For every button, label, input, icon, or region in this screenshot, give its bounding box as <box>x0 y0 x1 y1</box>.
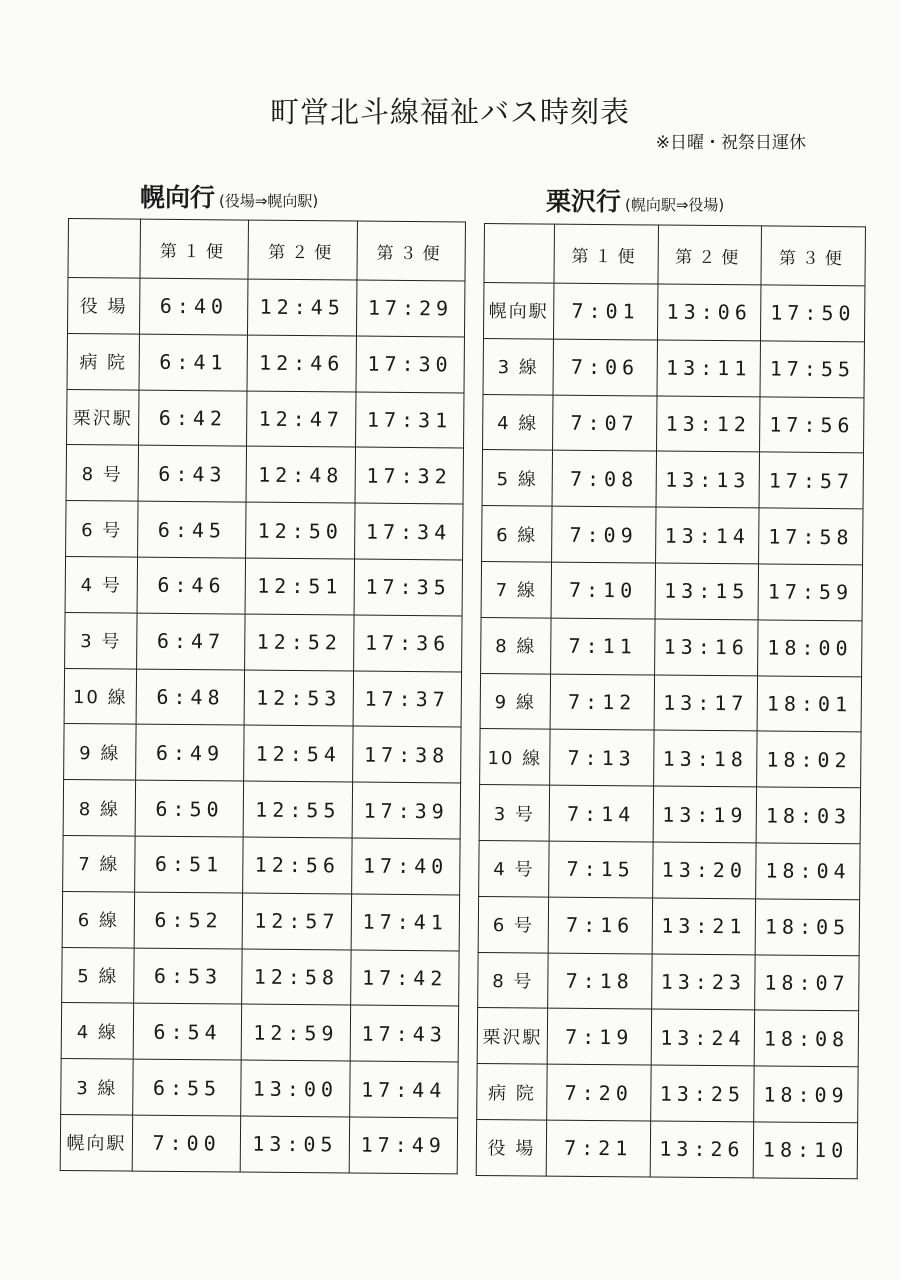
departure-time: 6:49 <box>136 724 245 781</box>
departure-time: 13:19 <box>653 786 757 843</box>
departure-time: 17:30 <box>356 336 465 393</box>
departure-time: 17:58 <box>759 508 863 565</box>
departure-time: 12:46 <box>247 335 356 392</box>
departure-time: 17:57 <box>759 452 863 509</box>
table-row <box>477 1064 858 1123</box>
departure-time: 17:43 <box>350 1005 459 1062</box>
departure-time: 17:31 <box>355 392 464 449</box>
departure-time: 17:41 <box>351 894 460 951</box>
departure-time: 13:06 <box>657 284 761 341</box>
departure-time: 13:24 <box>651 1009 755 1066</box>
departure-time: 17:36 <box>353 615 462 672</box>
departure-time: 13:15 <box>655 563 759 620</box>
departure-time: 12:58 <box>242 949 351 1006</box>
left-section-title <box>140 178 318 214</box>
table-row <box>479 840 860 899</box>
departure-time: 18:07 <box>755 954 859 1011</box>
departure-time: 13:05 <box>241 1116 350 1173</box>
departure-time: 18:04 <box>756 843 860 900</box>
departure-time: 17:32 <box>355 447 464 504</box>
column-header: 第２便 <box>248 220 357 280</box>
departure-time: 7:06 <box>553 339 657 396</box>
stop-name: 病 院 <box>67 333 139 389</box>
stop-name: 栗沢駅 <box>67 389 139 445</box>
departure-time: 18:08 <box>754 1010 858 1067</box>
departure-time: 7:12 <box>550 674 654 731</box>
left-timetable <box>60 218 466 1174</box>
departure-time: 17:40 <box>351 838 460 895</box>
departure-time: 13:00 <box>241 1060 350 1117</box>
stop-name: 3 線 <box>61 1059 133 1115</box>
departure-time: 7:19 <box>547 1008 651 1065</box>
stop-name: 4 号 <box>479 840 549 896</box>
departure-time: 13:21 <box>652 898 756 955</box>
departure-time: 6:46 <box>137 557 246 614</box>
stop-name: 役 場 <box>67 278 139 334</box>
departure-time: 6:52 <box>134 892 243 949</box>
table-row <box>483 394 864 453</box>
departure-time: 13:17 <box>654 675 758 732</box>
table-row <box>60 1114 457 1173</box>
stop-name: 役 場 <box>476 1119 546 1175</box>
departure-time: 12:54 <box>244 725 353 782</box>
departure-time: 12:45 <box>248 279 357 336</box>
table-row <box>64 668 461 727</box>
table-row <box>481 561 862 620</box>
stop-name: 8 号 <box>66 445 138 501</box>
corner-cell <box>484 224 555 284</box>
departure-time: 18:10 <box>753 1122 857 1179</box>
departure-time: 6:45 <box>138 501 247 558</box>
departure-time: 12:56 <box>243 837 352 894</box>
departure-time: 18:01 <box>757 675 861 732</box>
departure-time: 7:01 <box>553 283 657 340</box>
departure-time: 12:52 <box>245 614 354 671</box>
table-row <box>482 450 863 509</box>
departure-time: 17:55 <box>760 341 864 398</box>
stop-name: 3 号 <box>65 612 137 668</box>
departure-time: 12:48 <box>246 446 355 503</box>
departure-time: 7:09 <box>552 506 656 563</box>
table-row <box>483 338 864 397</box>
table-row <box>67 389 464 448</box>
stop-name: 4 線 <box>61 1003 133 1059</box>
table-row <box>480 673 861 732</box>
stop-name: 8 線 <box>63 780 135 836</box>
table-row <box>65 556 462 615</box>
departure-time: 17:56 <box>760 397 864 454</box>
table-row <box>476 1119 857 1178</box>
departure-time: 17:35 <box>354 559 463 616</box>
departure-time: 7:11 <box>551 618 655 675</box>
departure-time: 17:38 <box>352 726 461 783</box>
stop-name: 4 号 <box>65 556 137 612</box>
stop-name: 幌向駅 <box>483 283 553 339</box>
column-header: 第１便 <box>554 224 658 284</box>
stop-name: 7 線 <box>63 835 135 891</box>
departure-time: 18:02 <box>757 731 861 788</box>
stop-name: 5 線 <box>482 450 552 506</box>
departure-time: 6:42 <box>139 390 248 447</box>
departure-time: 17:49 <box>349 1117 458 1174</box>
departure-time: 7:15 <box>549 841 653 898</box>
departure-time: 7:21 <box>546 1120 650 1177</box>
stop-name: 病 院 <box>477 1064 547 1120</box>
stop-name: 幌向駅 <box>60 1114 132 1170</box>
departure-time: 6:40 <box>139 278 248 335</box>
departure-time: 13:20 <box>652 842 756 899</box>
column-header: 第３便 <box>357 221 466 281</box>
departure-time: 18:09 <box>754 1066 858 1123</box>
right-heading: 栗沢行 <box>546 187 622 216</box>
table-row <box>62 947 459 1006</box>
left-heading: 幌向行 <box>140 183 216 212</box>
stop-name: 6 号 <box>66 501 138 557</box>
stop-name: 4 線 <box>483 394 553 450</box>
departure-time: 13:25 <box>650 1065 754 1122</box>
table-row <box>479 785 860 844</box>
departure-time: 17:44 <box>349 1061 458 1118</box>
stop-name: 3 線 <box>483 338 553 394</box>
departure-time: 12:55 <box>243 781 352 838</box>
departure-time: 6:47 <box>137 613 246 670</box>
table-row <box>480 729 861 788</box>
departure-time: 17:42 <box>350 950 459 1007</box>
stop-name: 8 線 <box>481 617 551 673</box>
stop-name: 栗沢駅 <box>477 1008 547 1064</box>
departure-time: 12:53 <box>244 670 353 727</box>
departure-time: 6:51 <box>135 836 244 893</box>
stop-name: 9 線 <box>64 724 136 780</box>
right-section-title <box>546 182 724 218</box>
departure-time: 6:43 <box>138 446 247 503</box>
departure-time: 6:55 <box>133 1059 242 1116</box>
table-row <box>66 501 463 560</box>
departure-time: 12:51 <box>245 558 354 615</box>
departure-time: 7:13 <box>550 729 654 786</box>
departure-time: 17:37 <box>353 671 462 728</box>
table-row <box>67 333 464 392</box>
departure-time: 7:14 <box>549 785 653 842</box>
departure-time: 7:20 <box>547 1064 651 1121</box>
stop-name: 9 線 <box>480 673 550 729</box>
table-row <box>478 952 859 1011</box>
stop-name: 6 号 <box>478 896 548 952</box>
stop-name: 6 線 <box>62 891 134 947</box>
column-header: 第１便 <box>140 219 249 279</box>
stop-name: 7 線 <box>481 561 551 617</box>
stop-name: 8 号 <box>478 952 548 1008</box>
departure-time: 13:12 <box>656 396 760 453</box>
table-row <box>63 835 460 894</box>
table-row <box>63 780 460 839</box>
departure-time: 6:48 <box>136 669 245 726</box>
right-route: (幌向駅⇒役場) <box>625 196 725 214</box>
table-row <box>64 724 461 783</box>
table-row <box>483 283 864 342</box>
table-row <box>477 1008 858 1067</box>
departure-time: 17:29 <box>356 280 465 337</box>
departure-time: 17:39 <box>352 782 461 839</box>
departure-time: 7:07 <box>553 395 657 452</box>
departure-time: 12:57 <box>242 893 351 950</box>
table-row <box>62 891 459 950</box>
stop-name: 10 線 <box>64 668 136 724</box>
departure-time: 7:18 <box>548 953 652 1010</box>
departure-time: 7:10 <box>551 562 655 619</box>
departure-time: 6:53 <box>134 948 243 1005</box>
page-title: 町営北斗線福祉バス時刻表 <box>269 95 630 129</box>
departure-time: 13:14 <box>655 507 759 564</box>
table-row <box>478 896 859 955</box>
departure-time: 13:23 <box>651 954 755 1011</box>
table-row <box>65 612 462 671</box>
departure-time: 17:34 <box>354 503 463 560</box>
stop-name: 6 線 <box>482 506 552 562</box>
departure-time: 18:00 <box>758 620 862 677</box>
departure-time: 13:18 <box>653 730 757 787</box>
corner-cell <box>68 219 141 279</box>
departure-time: 12:59 <box>241 1004 350 1061</box>
departure-time: 6:50 <box>135 780 244 837</box>
departure-time: 13:16 <box>654 619 758 676</box>
column-header: 第２便 <box>658 225 762 285</box>
departure-time: 7:00 <box>132 1115 241 1172</box>
table-row <box>66 445 463 504</box>
departure-time: 12:47 <box>247 391 356 448</box>
column-header: 第３便 <box>761 226 865 286</box>
table-row <box>67 278 464 337</box>
table-row <box>61 1003 458 1062</box>
table-row <box>482 506 863 565</box>
right-timetable <box>476 223 866 1179</box>
departure-time: 18:05 <box>755 899 859 956</box>
departure-time: 7:16 <box>548 897 652 954</box>
departure-time: 6:41 <box>139 334 248 391</box>
departure-time: 17:59 <box>758 564 862 621</box>
departure-time: 13:13 <box>656 451 760 508</box>
stop-name: 3 号 <box>479 785 549 841</box>
departure-time: 6:54 <box>133 1003 242 1060</box>
stop-name: 10 線 <box>480 729 550 785</box>
table-row <box>61 1059 458 1118</box>
left-route: (役場⇒幌向駅) <box>219 192 319 210</box>
departure-time: 13:26 <box>650 1121 754 1178</box>
holiday-note: ※日曜・祝祭日運休 <box>655 133 806 153</box>
departure-time: 7:08 <box>552 450 656 507</box>
departure-time: 17:50 <box>761 285 865 342</box>
departure-time: 13:11 <box>657 340 761 397</box>
departure-time: 18:03 <box>756 787 860 844</box>
table-row <box>481 617 862 676</box>
departure-time: 12:50 <box>246 502 355 559</box>
stop-name: 5 線 <box>62 947 134 1003</box>
